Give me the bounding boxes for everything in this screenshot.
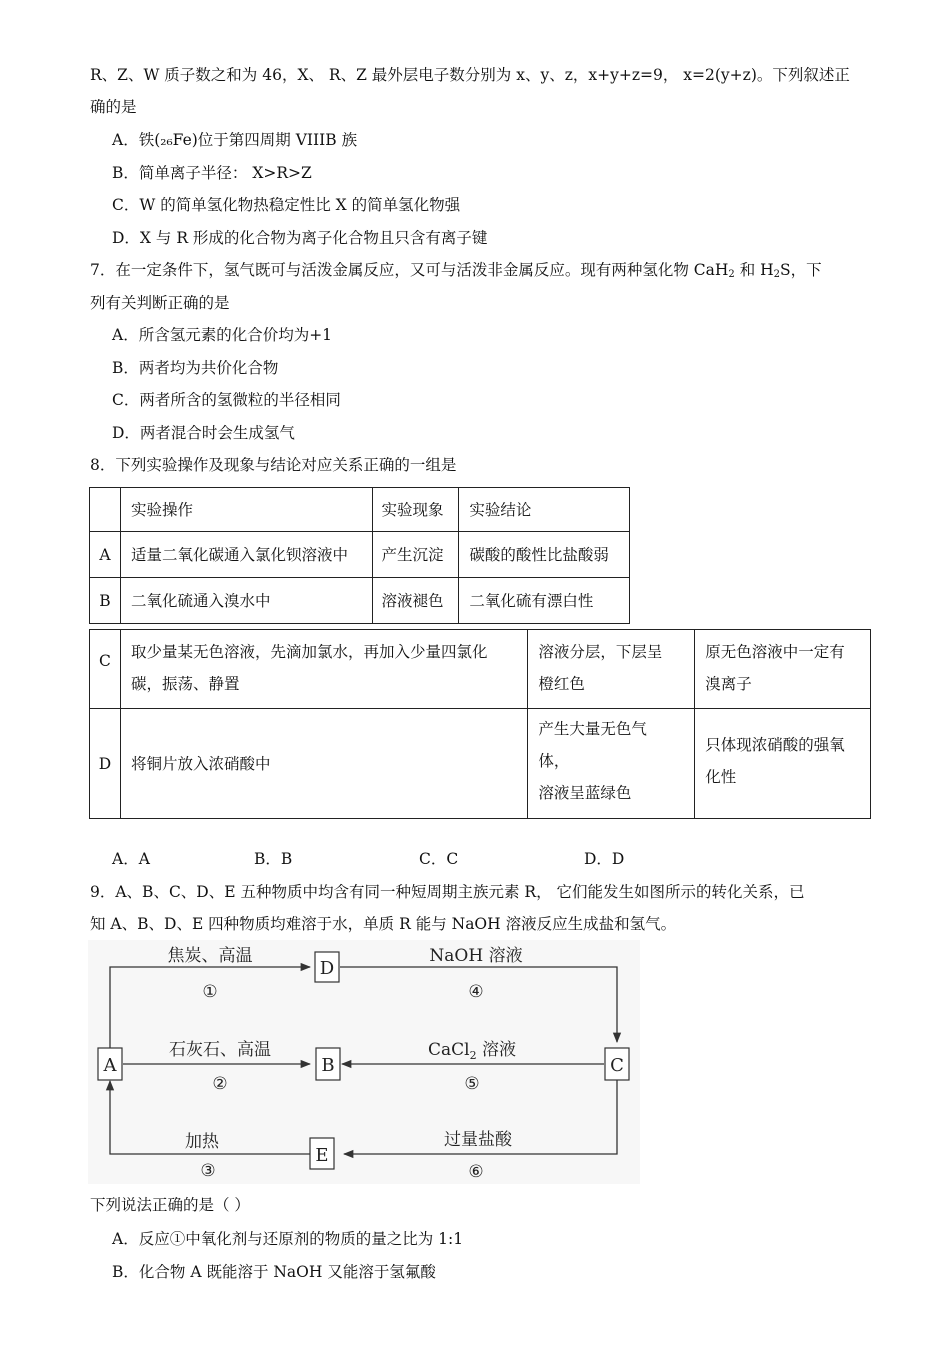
conclusion-line: 溴离子	[705, 675, 752, 693]
reaction-1-number: ①	[202, 982, 218, 1002]
q6-option-b: B．简单离子半径： X>R>Z	[112, 164, 312, 182]
q8-choice-b: B．B	[254, 850, 293, 868]
q8-choices	[112, 848, 812, 870]
q9-option-b: B．化合物 A 既能溶于 NaOH 又能溶于氢氟酸	[112, 1263, 436, 1281]
header-operation: 实验操作	[120, 488, 372, 532]
reaction-1-label: 焦炭、高温	[167, 946, 253, 966]
table-row	[90, 709, 871, 819]
table-row	[90, 630, 871, 709]
q9-conversion-diagram	[88, 940, 640, 1184]
header-key-cell	[90, 488, 121, 532]
q8-choice-a: A．A	[112, 850, 150, 868]
q6-option-c: C．W 的简单氢化物热稳定性比 X 的简单氢化物强	[112, 196, 461, 214]
reaction-3-label: 加热	[185, 1132, 219, 1152]
diagram-background	[88, 940, 640, 1184]
node-c: C	[610, 1055, 624, 1076]
q6-stem-line2: 确的是	[90, 98, 137, 116]
reaction-2-number: ②	[212, 1074, 228, 1094]
header-phenomenon: 实验现象	[373, 488, 459, 532]
node-b: B	[321, 1055, 335, 1076]
row-phenomenon: 溶液褪色	[373, 578, 459, 624]
row-conclusion: 碳酸的酸性比盐酸弱	[459, 532, 630, 578]
q6-stem-line1: R、Z、W 质子数之和为 46，X、 R、Z 最外层电子数分别为 x、y、z，x+y+z=9， x=2(y+z)。下列叙述正	[90, 66, 850, 84]
q6-option-d: D．X 与 R 形成的化合物为离子化合物且只含有离子键	[112, 229, 488, 247]
q7-option-b: B．两者均为共价化合物	[112, 359, 279, 377]
row-key: A	[90, 532, 121, 578]
table-row	[90, 532, 630, 578]
node-a: A	[103, 1055, 117, 1076]
reaction-4-number: ④	[468, 982, 484, 1002]
reaction-6-label: 过量盐酸	[444, 1130, 512, 1150]
row-operation: 适量二氧化碳通入氯化钡溶液中	[120, 532, 372, 578]
reaction-4-label: NaOH 溶液	[429, 946, 523, 966]
q8-stem: 8．下列实验操作及现象与结论对应关系正确的一组是	[90, 456, 457, 474]
q9-stem-line1: 9．A、B、C、D、E 五种物质中均含有同一种短周期主族元素 R， 它们能发生如图所示的转化关系，已	[90, 883, 805, 901]
q8-table-lower	[89, 629, 871, 819]
q9-option-a: A．反应①中氧化剂与还原剂的物质的量之比为 1:1	[112, 1230, 464, 1248]
node-d: D	[319, 958, 335, 979]
reaction-6-number: ⑥	[468, 1162, 484, 1182]
row-phenomenon: 产生沉淀	[373, 532, 459, 578]
phenomenon-line: 体，	[538, 752, 570, 770]
phenomenon-line: 溶液呈蓝绿色	[538, 784, 632, 802]
phenomenon-line: 产生大量无色气	[538, 720, 647, 738]
q7-option-d: D．两者混合时会生成氢气	[112, 424, 295, 442]
reaction-5-label: CaCl$_2$ 溶液	[428, 1040, 516, 1062]
q8-choice-c: C．C	[419, 850, 459, 868]
node-e: E	[315, 1145, 329, 1166]
q9-question: 下列说法正确的是（ ）	[90, 1196, 250, 1214]
row-operation	[120, 630, 527, 709]
q6-option-a: A．铁(₂₆Fe)位于第四周期 VIIIB 族	[112, 131, 358, 149]
q7-option-a: A．所含氢元素的化合价均为+1	[112, 326, 333, 344]
row-conclusion: 二氧化硫有漂白性	[459, 578, 630, 624]
q7-stem-line2: 列有关判断正确的是	[90, 294, 230, 312]
row-operation: 将铜片放入浓硝酸中	[120, 709, 527, 819]
row-conclusion	[695, 630, 871, 709]
table-header-row	[90, 488, 630, 532]
operation-line: 取少量某无色溶液，先滴加氯水，再加入少量四氯化	[130, 643, 488, 661]
q8-table-upper	[89, 487, 630, 624]
phenomenon-line: 溶液分层，下层呈	[538, 643, 663, 661]
row-phenomenon	[528, 630, 695, 709]
reaction-2-label: 石灰石、高温	[169, 1040, 271, 1060]
conclusion-line: 化性	[705, 768, 737, 786]
header-conclusion: 实验结论	[459, 488, 630, 532]
row-conclusion	[695, 709, 871, 819]
reaction-3-number: ③	[200, 1161, 216, 1181]
phenomenon-line: 橙红色	[538, 675, 585, 693]
operation-line: 碳，振荡、静置	[130, 675, 240, 693]
row-operation: 二氧化硫通入溴水中	[120, 578, 372, 624]
row-key: B	[90, 578, 121, 624]
q7-stem-line1: 7．在一定条件下，氢气既可与活泼金属反应，又可与活泼非金属反应。现有两种氢化物 CaH$_2$ 和 $H_2S$，下	[90, 261, 822, 280]
conclusion-line: 只体现浓硝酸的强氧	[705, 736, 845, 754]
conclusion-line: 原无色溶液中一定有	[705, 643, 845, 661]
row-key: C	[90, 630, 121, 709]
q7-option-c: C．两者所含的氢微粒的半径相同	[112, 391, 341, 409]
row-phenomenon	[528, 709, 695, 819]
reaction-5-number: ⑤	[464, 1074, 480, 1094]
row-key: D	[90, 709, 121, 819]
q8-choice-d: D．D	[584, 850, 625, 868]
table-row	[90, 578, 630, 624]
q9-stem-line2: 知 A、B、D、E 四种物质均难溶于水，单质 R 能与 NaOH 溶液反应生成盐和氢气。	[90, 915, 677, 933]
